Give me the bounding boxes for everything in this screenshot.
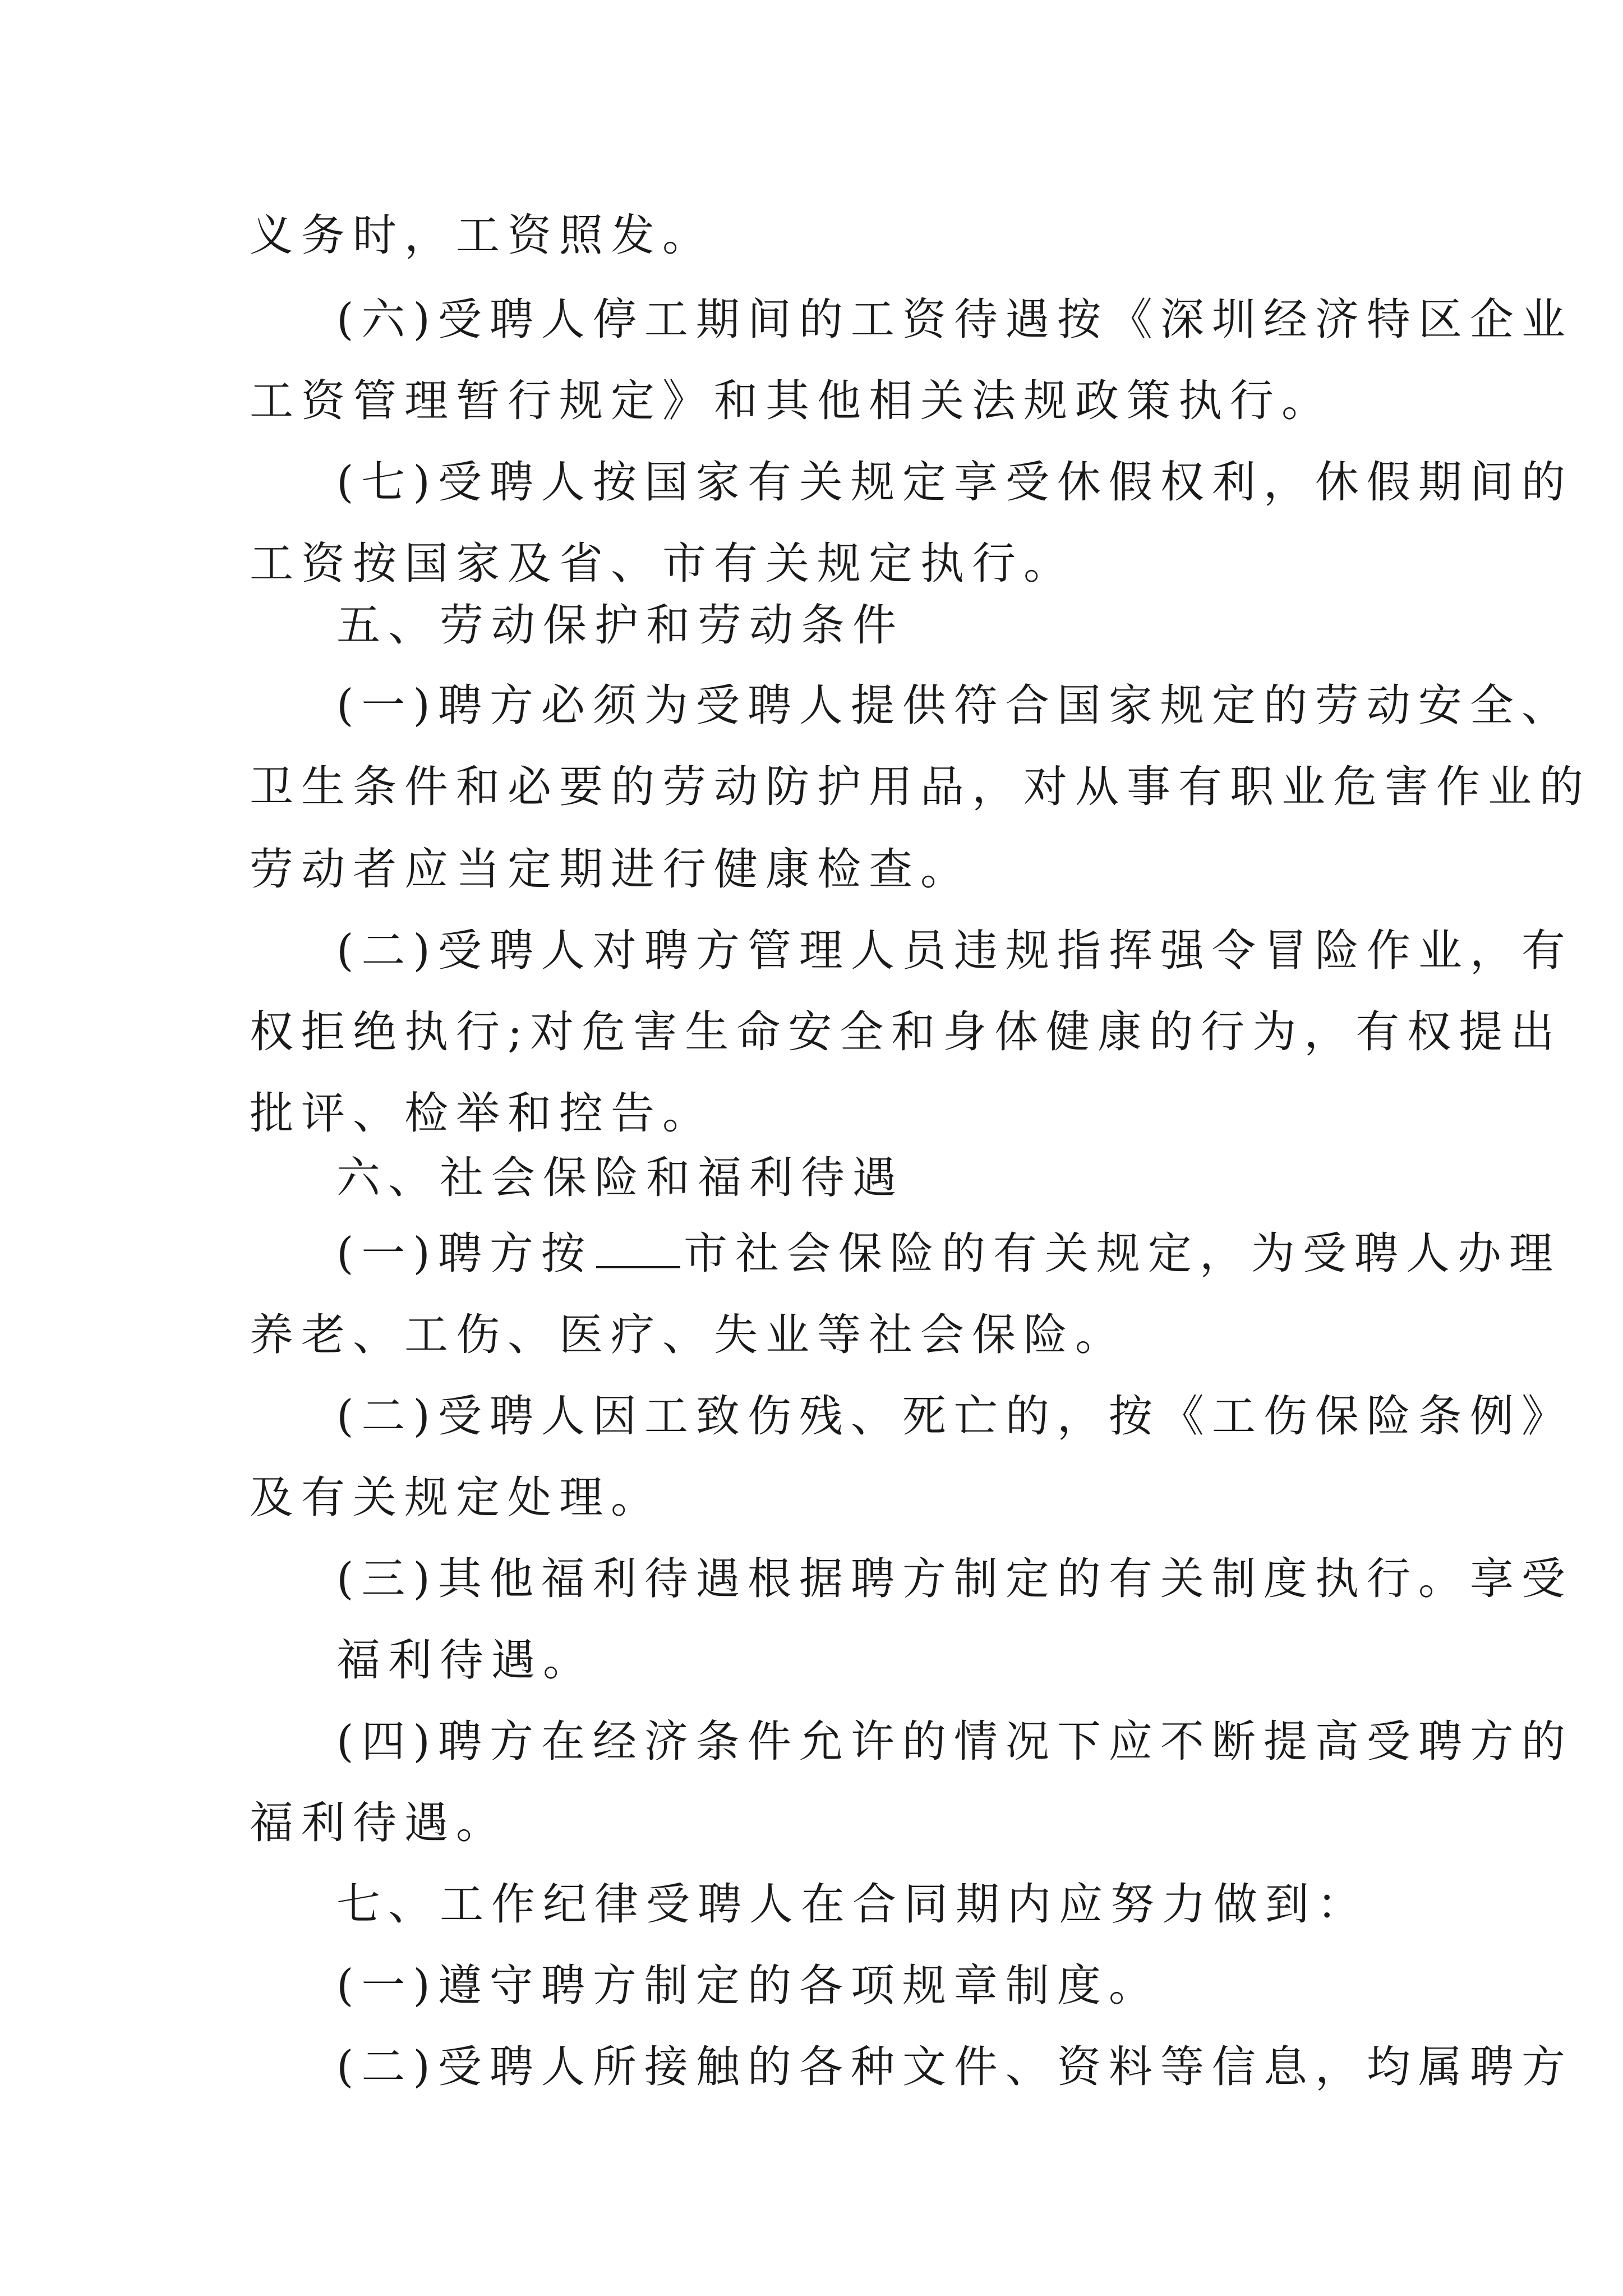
text-line: (二)受聘人对聘方管理人员违规指挥强令冒险作业，有 <box>336 926 1573 976</box>
text-line: 及有关规定处理。 <box>250 1473 663 1523</box>
text-line: 卫生条件和必要的劳动防护用品，对从事有职业危害作业的 <box>250 762 1592 812</box>
section-heading: 五、劳动保护和劳动条件 <box>336 600 905 651</box>
text-line: 养老、工伤、医疗、失业等社会保险。 <box>250 1310 1127 1360</box>
text-line: 权拒绝执行;对危害生命安全和身体健康的行为，有权提出 <box>250 1007 1562 1057</box>
text-line: 批评、检举和控告。 <box>250 1088 714 1139</box>
section-heading: 七、工作纪律受聘人在合同期内应努力做到： <box>336 1879 1369 1930</box>
text-line: 劳动者应当定期进行健康检查。 <box>250 844 972 895</box>
text-line: (六)受聘人停工期间的工资待遇按《深圳经济特区企业 <box>336 295 1573 345</box>
text-line <box>336 1226 1561 1282</box>
text-line-suffix: 市社会保险的有关规定，为受聘人办理 <box>683 1228 1561 1279</box>
text-line: (二)受聘人所接触的各种文件、资料等信息，均属聘方 <box>336 2042 1573 2092</box>
fill-in-blank <box>596 1228 680 1268</box>
text-line: 工资管理暂行规定》和其他相关法规政策执行。 <box>250 376 1334 426</box>
text-line: 工资按国家及省、市有关规定执行。 <box>250 539 1076 589</box>
section-heading: 六、社会保险和福利待遇 <box>336 1153 905 1203</box>
text-line-prefix: (一)聘方按 <box>336 1228 593 1279</box>
text-line: (二)受聘人因工致伤残、死亡的，按《工伤保险条例》 <box>336 1391 1573 1442</box>
text-line: 福利待遇。 <box>250 1798 508 1848</box>
text-line: (一)遵守聘方制定的各项规章制度。 <box>336 1961 1160 2011</box>
text-line: (四)聘方在经济条件允许的情况下应不断提高受聘方的 <box>336 1717 1573 1767</box>
text-line: (三)其他福利待遇根据聘方制定的有关制度执行。享受 <box>336 1554 1573 1604</box>
text-line: (七)受聘人按国家有关规定享受休假权利，休假期间的 <box>336 457 1573 508</box>
text-line: 义务时，工资照发。 <box>250 210 714 261</box>
text-line: 福利待遇。 <box>336 1635 595 1686</box>
text-line: (一)聘方必须为受聘人提供符合国家规定的劳动安全、 <box>336 680 1573 731</box>
